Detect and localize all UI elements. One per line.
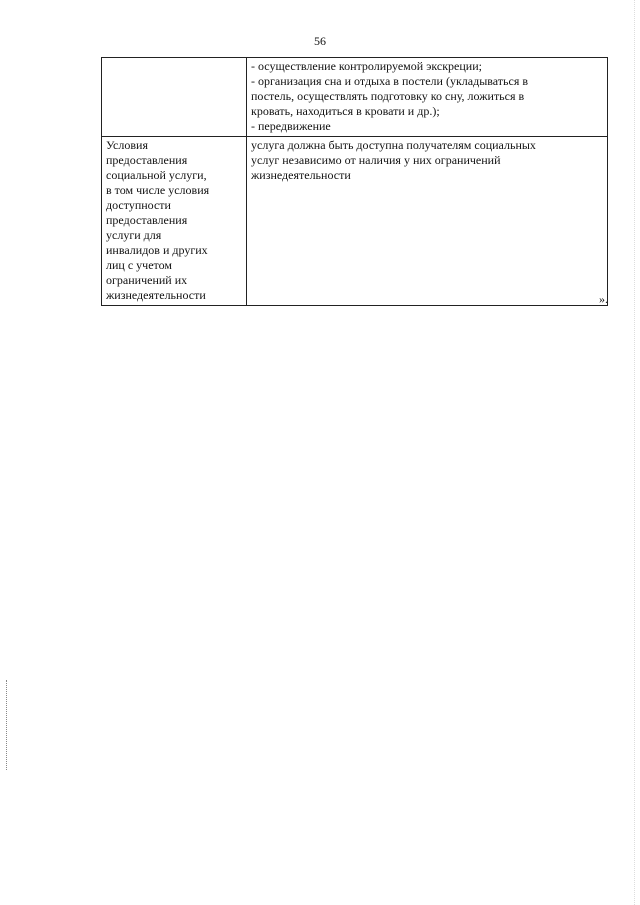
cell-text-line: доступности — [106, 198, 171, 212]
table-cell-label — [102, 58, 247, 137]
page-number: 56 — [314, 34, 326, 48]
table-row — [102, 58, 608, 137]
cell-text-line: жизнедеятельности — [106, 288, 206, 302]
service-conditions-table — [101, 57, 608, 306]
closing-quote-mark: ». — [599, 292, 608, 306]
cell-text-line: в том числе условия — [106, 183, 210, 197]
cell-text-line: инвалидов и других — [106, 243, 208, 257]
cell-text-line: - передвижение — [251, 119, 331, 133]
cell-text-line: услуг независимо от наличия у них ограничений — [251, 153, 501, 167]
cell-text-line: Условия — [106, 138, 148, 152]
scan-margin-mark — [6, 680, 9, 770]
table-cell-content — [247, 137, 608, 306]
cell-text-line: постель, осуществлять подготовку ко сну, ложиться в — [251, 89, 525, 103]
cell-text-line: услуги для — [106, 228, 162, 242]
table-cell-label — [102, 137, 247, 306]
cell-text-line: ограничений их — [106, 273, 188, 287]
table-row — [102, 137, 608, 306]
cell-text-line: предоставления — [106, 153, 188, 167]
scan-edge-line — [634, 0, 636, 905]
cell-text-line: услуга должна быть доступна получателям социальных — [251, 138, 536, 152]
cell-text-line: - организация сна и отдыха в постели (укладываться в — [251, 74, 529, 88]
cell-text-line: - осуществление контролируемой экскреции; — [251, 59, 482, 73]
table-cell-content — [247, 58, 608, 137]
cell-text-line: лиц с учетом — [106, 258, 172, 272]
cell-text-line: предоставления — [106, 213, 188, 227]
cell-text-line: социальной услуги, — [106, 168, 207, 182]
cell-text-line: жизнедеятельности — [251, 168, 351, 182]
cell-text-line: кровать, находиться в кровати и др.); — [251, 104, 440, 118]
